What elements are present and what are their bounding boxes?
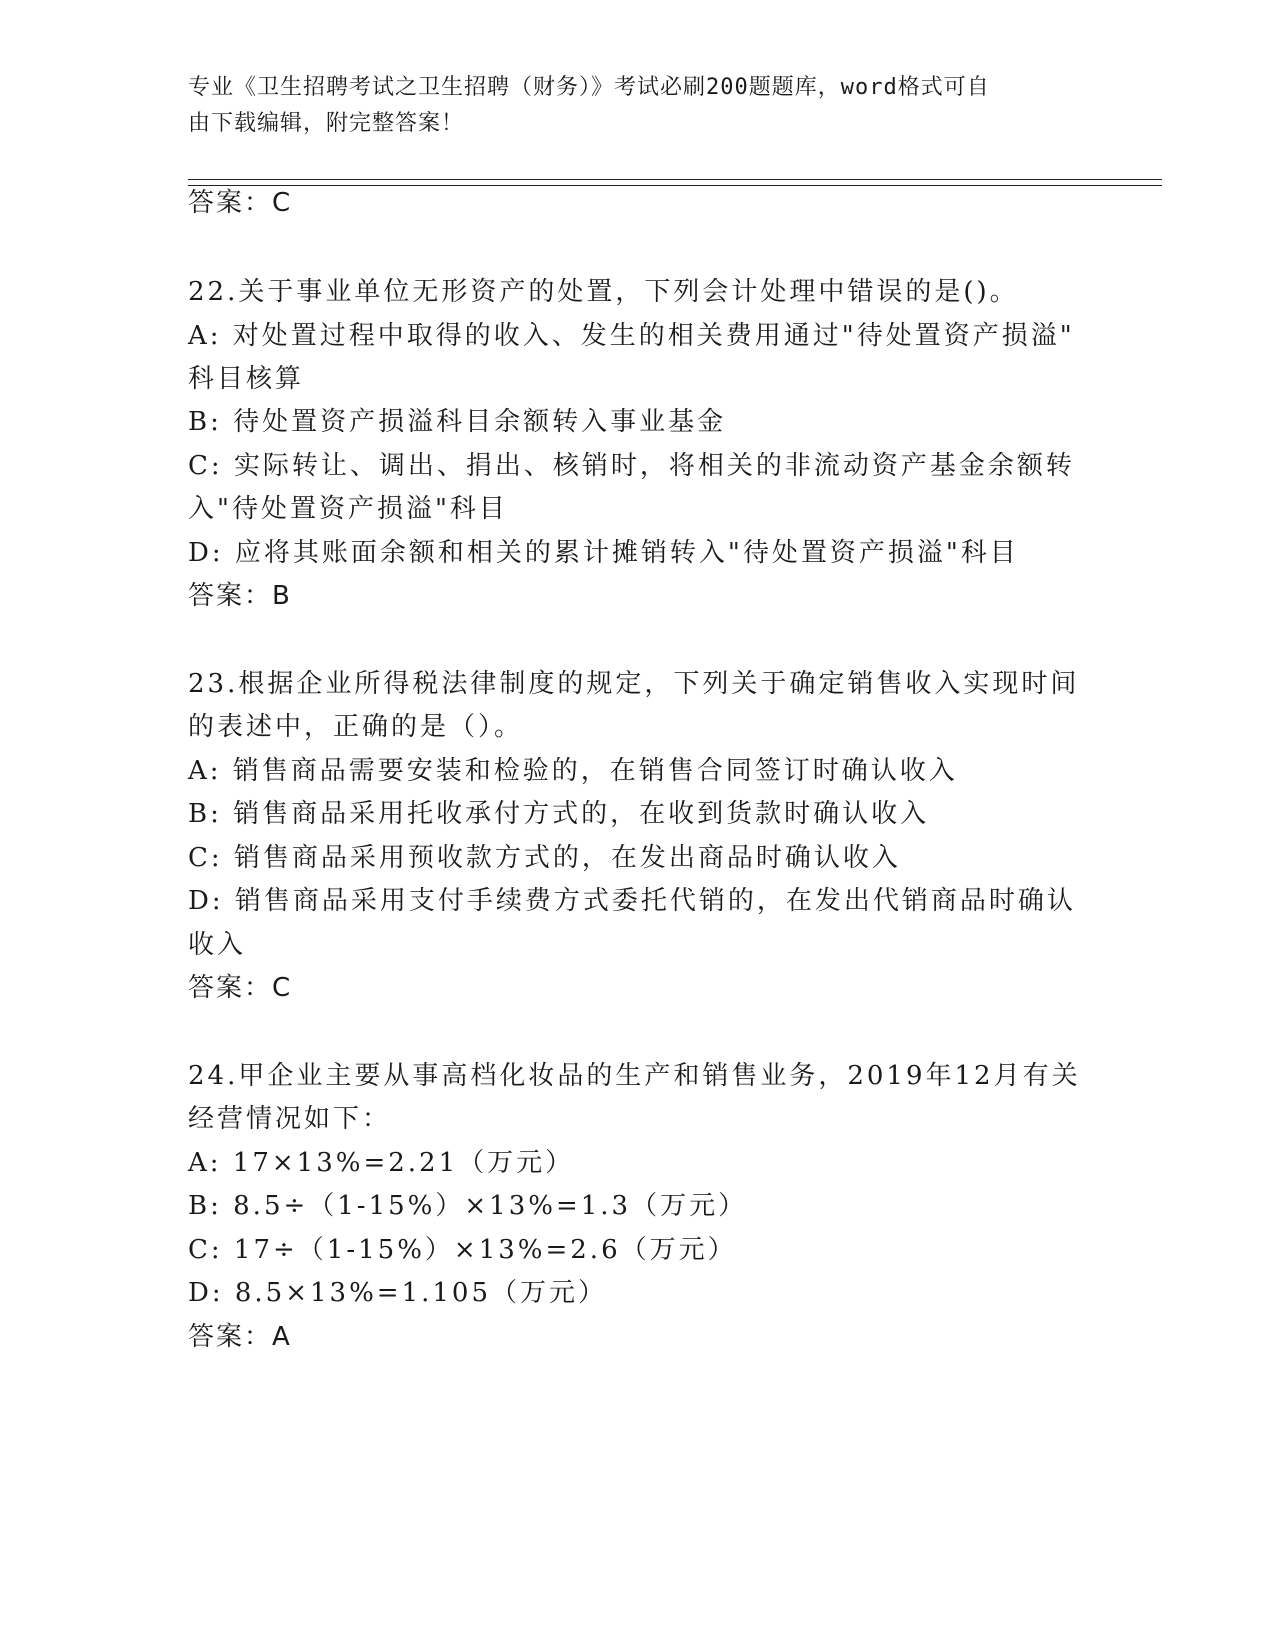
header-line-2: 由下载编辑，附完整答案！ <box>188 111 465 136</box>
q24-option-d: D: 8.5×13%=1.105（万元） <box>188 1278 608 1308</box>
q23-answer: 答案：C <box>188 973 293 1003</box>
header-divider-bottom <box>188 185 1162 186</box>
header-divider-top <box>188 179 1162 180</box>
q22-option-a-line2: 科目核算 <box>188 364 305 394</box>
q24-answer: 答案：A <box>188 1322 292 1352</box>
q23-option-d-line2: 收入 <box>188 930 247 960</box>
previous-answer: 答案：C <box>188 188 293 218</box>
header-line-1: 专业《卫生招聘考试之卫生招聘（财务）》考试必刷200题题库，word格式可自 <box>188 75 990 100</box>
q22-answer: 答案：B <box>188 581 292 611</box>
q24-option-a: A: 17×13%=2.21（万元） <box>188 1148 575 1178</box>
q22-option-b: B: 待处置资产损溢科目余额转入事业基金 <box>188 407 727 437</box>
q22-option-d: D: 应将其账面余额和相关的累计摊销转入"待处置资产损溢"科目 <box>188 538 1019 568</box>
document-header <box>188 70 1068 142</box>
q23-option-b: B: 销售商品采用托收承付方式的，在收到货款时确认收入 <box>188 799 930 829</box>
q24-stem-line2: 经营情况如下： <box>188 1104 392 1134</box>
q24-option-c: C: 17÷（1-15%）×13%=2.6（万元） <box>188 1235 737 1265</box>
q23-stem-line2: 的表述中，正确的是（）。 <box>188 712 524 742</box>
q23-option-c: C: 销售商品采用预收款方式的，在发出商品时确认收入 <box>188 843 901 873</box>
q24-option-b: B: 8.5÷（1-15%）×13%=1.3（万元） <box>188 1191 748 1221</box>
q22-option-c-line2: 入"待处置资产损溢"科目 <box>188 494 508 524</box>
q23-option-d-line1: D: 销售商品采用支付手续费方式委托代销的，在发出代销商品时确认 <box>188 886 1076 916</box>
q22-option-a-line1: A: 对处置过程中取得的收入、发生的相关费用通过"待处置资产损溢" <box>188 321 1075 351</box>
q22-option-c-line1: C: 实际转让、调出、捐出、核销时，将相关的非流动资产基金余额转 <box>188 451 1075 481</box>
q22-stem: 22.关于事业单位无形资产的处置，下列会计处理中错误的是()。 <box>188 277 1019 307</box>
q23-stem-line1: 23.根据企业所得税法律制度的规定，下列关于确定销售收入实现时间 <box>188 669 1080 699</box>
q24-stem-line1: 24.甲企业主要从事高档化妆品的生产和销售业务，2019年12月有关 <box>188 1061 1081 1091</box>
q23-option-a: A: 销售商品需要安装和检验的，在销售合同签订时确认收入 <box>188 756 958 786</box>
